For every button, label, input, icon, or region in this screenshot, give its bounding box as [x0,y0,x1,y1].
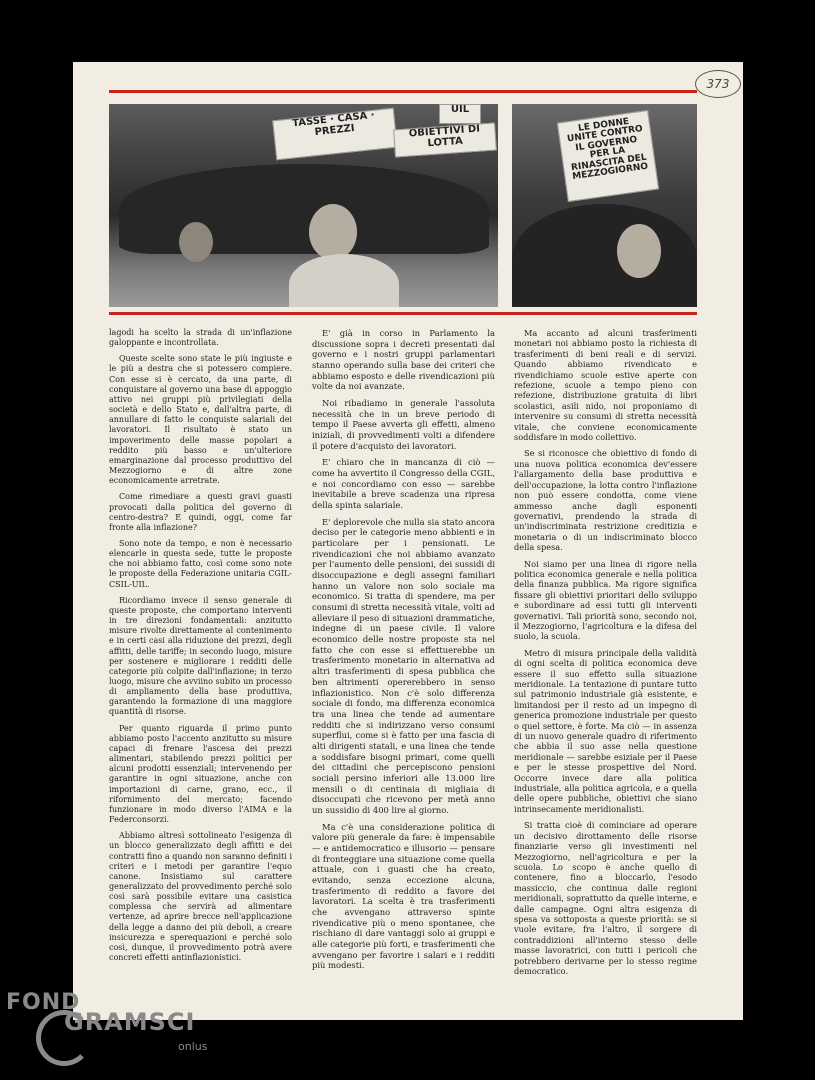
logo-line-1: FOND [6,990,81,1015]
protester-face [617,224,661,278]
paragraph: lagodi ha scelto la strada di un'inflazione galoppante e incontrollata. [109,328,292,348]
paragraph: Abbiamo altresì sottolineato l'esigenza di un blocco generalizzato degli affitti e dei contratti fino a quando non saranno definiti i criteri e i metodi per garantire l'equo canone. Insistiamo sul carattere generalizzato del provvedimento perché solo così sarà possibile evitare una casistica complessa che servirà ad alimentare vertenze, ad aprire brecce nell'applicazione della legge a danno dei più deboli, a creare insicurezza e sperequazioni e perché solo così, dunque, il provvedimento potrà avere concreti effetti antinflazionistici. [109,831,292,963]
paragraph: Sono note da tempo, e non è necessario elencarle in questa sede, tutte le proposte che noi abbiamo fatto, così come sono note le proposte della Federazione unitaria CGIL-CSIL-UIL. [109,538,292,589]
paragraph: Se si riconosce che obiettivo di fondo di una nuova politica economica dev'essere l'allargamento della base produttiva e dell'occupazione, la lotta contro l'inflazione non può essere condotta, come viene ammesso anche dagli esponenti governativi, prendendo la strada di un'indiscriminata restrizione creditizia e monetaria o di un indiscriminato blocco della spesa. [514,448,697,553]
paragraph: Metro di misura principale della validità di ogni scelta di politica economica deve essere il suo effetto sulla situazione meridionale. La tentazione di puntare tutto sul patrimonio industriale già esistente, e limitandosi per il resto ad un impegno di generica promozione industriale per questo o quel settore, è forte. Ma ciò — in assenza di un nuovo generale quadro di riferimento che abbia il suo asse nella questione meridionale — sarebbe esiziale per il Paese e per le stesse prospettive del Nord. Occorre invece dare alla politica industriale, alla politica agricola, e a quella delle opere pubbliche, obiettivi che siano intrinsecamente meridionalisti. [514,647,697,814]
logo-line-3: onlus [178,1040,208,1053]
text-column-2 [312,328,495,977]
top-red-rule [109,90,697,93]
crowd [119,164,489,254]
page-number: 373 [695,70,741,98]
protest-banner: OBIETTIVI DI LOTTA [393,122,497,157]
text-column-3 [514,328,697,982]
photo-red-rule [109,312,697,315]
demonstration-photo [109,104,498,307]
paragraph: E' deplorevole che nulla sia stato ancora deciso per le categorie meno abbienti e in particolare per i pensionati. Le rivendicazioni che noi abbiamo avanzato per l'aumento delle pensioni, dei sussidi di disoccupazione e degli assegni familiari hanno un valore non solo sociale ma economico. Si tratta di spendere, ma per consumi di stretta necessità vitale, volti ad alleviare il peso di situazioni drammatiche, indegne di un paese civile. Il valore economico delle nostre proposte sta nel fatto che con esse si effettuerebbe un trasferimento monetario in alternativa ad altri trasferimenti di spesa pubblica che ben altrimenti opererebbero in senso inflazionistico. Non c'è solo differenza sociale di fondo, ma differenza economica tra una linea che tende ad aumentare redditi che si indirizzano verso consumi superflui, come si è fatto per una fascia di alti dirigenti statali, e una linea che tende a soddisfare bisogni primari, come quelli dei cittadini che percepiscono pensioni sociali persino inferiori alle 13.000 lire mensili o di centinaia di migliaia di disoccupati che ricevono per metà anno un sussidio di 400 lire al giorno. [312,516,495,815]
protest-banner: UIL [439,104,481,124]
paragraph: Per quanto riguarda il primo punto abbiamo posto l'accento anzitutto su misure capaci di frenare l'ascesa dei prezzi alimentari, stabilendo prezzi politici per alcuni prodotti essenziali; intervenendo per garantire in ogni situazione, anche con importazioni di carne, grano, ecc., il rifornimento del mercato; facendo funzionare in modo diverso l'AIMA e la Federconsorzi. [109,723,292,825]
protest-banner: TASSE · CASA · PREZZI [272,108,398,161]
demonstrator-face [179,222,213,262]
text-column-1 [109,328,292,969]
protest-sign: LE DONNE UNITE CONTRO IL GOVERNO PER LA RINASCITA DEL MEZZOGIORNO [557,110,659,202]
paragraph: E' chiaro che in mancanza di ciò — come ha avvertito il Congresso della CGIL, e noi concordiamo con esso — sarebbe inevitabile a breve scadenza una ripresa della spinta salariale. [312,457,495,511]
paragraph: Noi siamo per una linea di rigore nella politica economica generale e nella politica della finanza pubblica. Ma rigore significa fissare gli obiettivi prioritari dello sviluppo e subordinare ad essi tutti gli interventi governativi. Tali priorità sono, secondo noi, il Mezzogiorno, l'agricoltura e la difesa del suolo, la scuola. [514,558,697,642]
paragraph: Si tratta cioè di cominciare ad operare un decisivo dirottamento delle risorse finanziarie verso gli investimenti nel Mezzogiorno, nell'agricoltura e per la scuola. Lo scopo è anche quello di contenere, fino a bloccarlo, l'esodo massiccio, che continua dalle regioni meridionali, soprattutto da quelle interne, e dalle campagne. Ogni altra esigenza di spesa va sottoposta a queste priorità: se si vuole evitare, fra l'altro, il sorgere di contraddizioni all'interno stesso delle masse lavoratrici, con tutti i pericoli che potrebbero derivarne per lo stesso regime democratico. [514,820,697,976]
paragraph: E' già in corso in Parlamento la discussione sopra i decreti presentati dal governo e i nostri gruppi parlamentari stanno operando sulla base dei criteri che abbiamo esposto e delle rivendicazioni più volte da noi avanzate. [312,328,495,392]
paragraph: Come rimediare a questi gravi guasti provocati dalla politica del governo di centro-destra? E quindi, oggi, come far fronte alla inflazione? [109,492,292,532]
crowd [512,204,697,307]
demonstrator-face [309,204,357,260]
paragraph: Ricordiamo invece il senso generale di queste proposte, che comportano interventi in tre direzioni fondamentali: anzitutto misure rivolte direttamente al contenimento e in certi casi alla riduzione dei prezzi, degli affitti, delle tariffe; in secondo luogo, misure per sostenere e migliorare i redditi delle categorie più colpite dall'inflazione; in terzo luogo, misure che avviino subito un processo di ampliamento della base produttiva, garantendo la formazione di una maggiore quantità di risorse. [109,595,292,717]
article-body [109,328,697,993]
paragraph: Queste scelte sono state le più ingiuste e le più a destra che si potessero compiere. Con esse si è cercato, da una parte, di conquistare al governo una base di appoggio attivo nei gruppi più privilegiati della società e dello Stato e, dall'altra parte, di annullare di fatto le conquiste salariali dei lavoratori. Il risultato è stato un impoverimento delle masse popolari a reddito più basso e un'ulteriore emarginazione dal processo produttivo del Mezzogiorno e di altre zone economicamente arretrate. [109,354,292,486]
women-protest-photo [512,104,697,307]
paragraph: Ma accanto ad alcuni trasferimenti monetari noi abbiamo posto la richiesta di trasferimenti di beni reali e di servizi. Quando abbiamo rivendicato e rivendichiamo scuole estive aperte con refezione, scuole a tempo pieno con refezione, distribuzione gratuita di libri scolastici, asili nido, noi proponiamo di intervenire su consumi di stretta necessità vitale, che conviene economicamente soddisfare in modo collettivo. [514,328,697,443]
demonstrator-shirt [289,254,399,307]
paragraph: Ma c'è una considerazione politica di valore più generale da fare: è impensabile — e antidemocratico e illusorio — pensare di fronteggiare una situazione come quella attuale, con i guasti che ha creato, evitando, senza eccezione alcuna, trasferimento di reddito a favore dei lavoratori. La scelta è tra trasferimenti che avvengano attraverso spinte rivendicative più o meno spontanee, che rischiano di dare vantaggi solo ai gruppi e alle categorie più forti, e trasferimenti che avvengano per favorire i salari e i redditi più modesti. [312,821,495,971]
logo-line-2: GRAMSCI [64,1008,196,1036]
paragraph: Noi ribadiamo in generale l'assoluta necessità che in un breve periodo di tempo il Paese avverta gli effetti, almeno iniziali, di provvedimenti volti a difendere il potere d'acquisto dei lavoratori. [312,398,495,451]
